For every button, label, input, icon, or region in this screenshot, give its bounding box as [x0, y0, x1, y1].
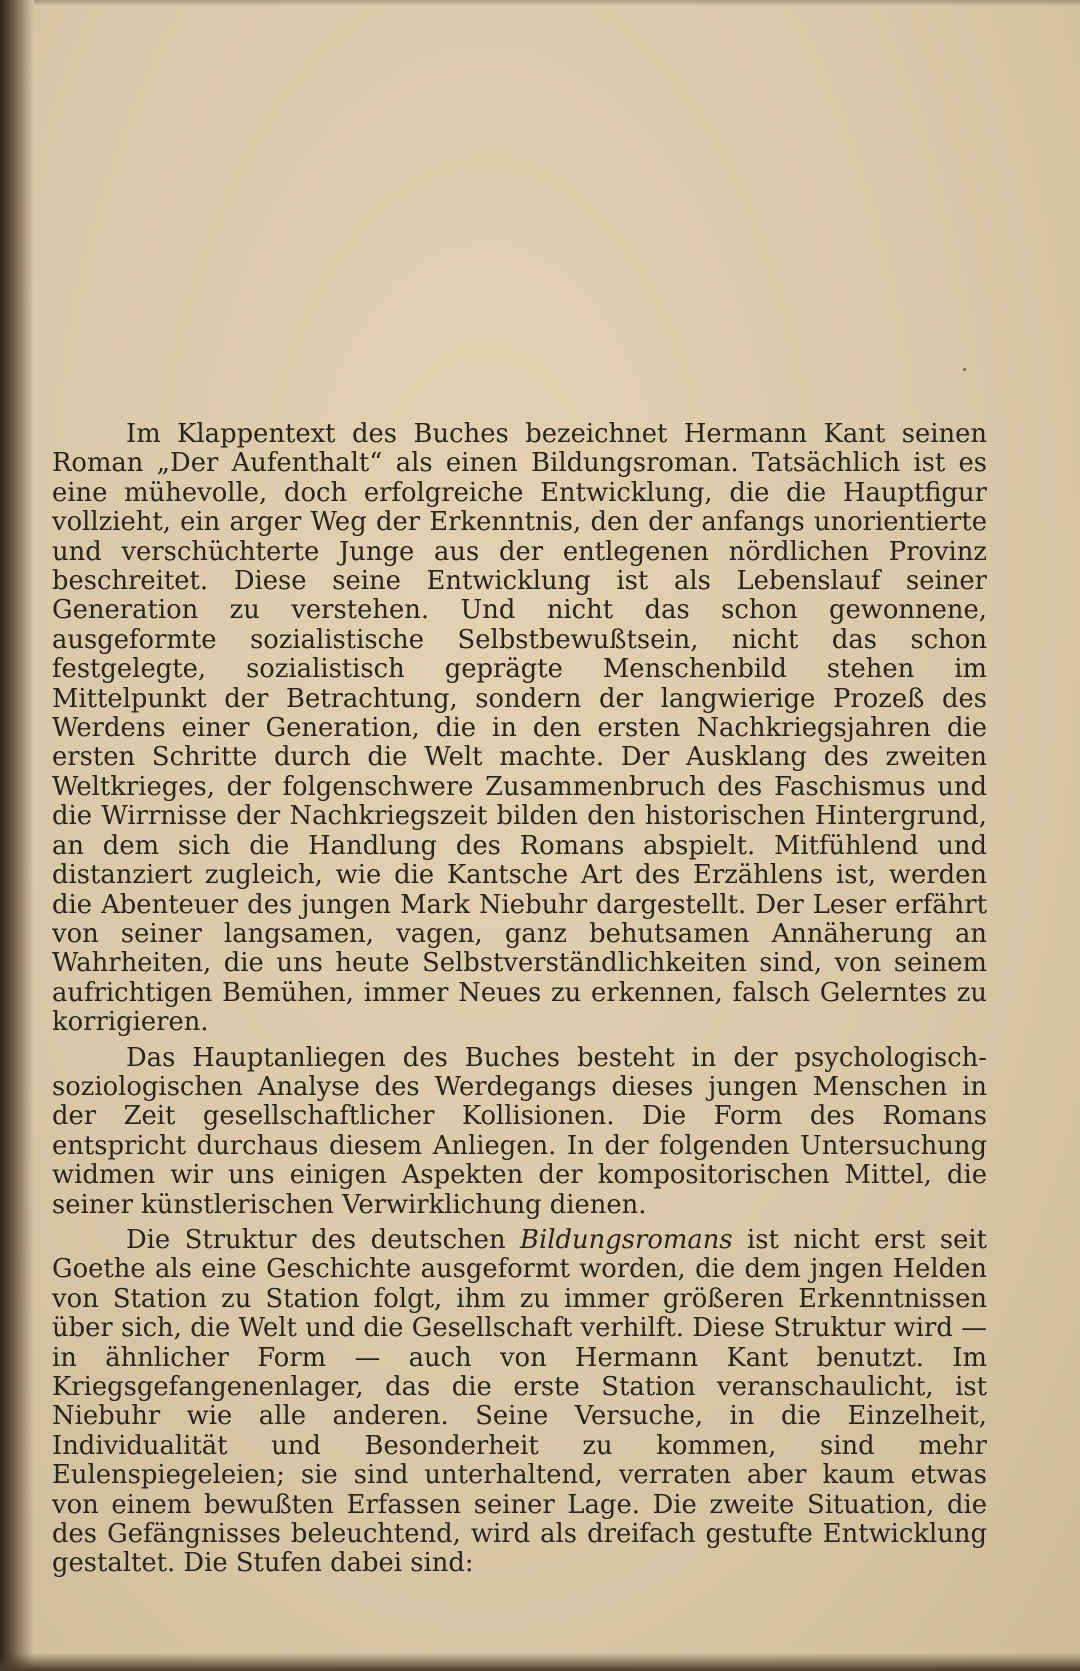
page-top-edge [34, 0, 1080, 6]
paragraph-2-text: Das Hauptanliegen des Buches besteht in der psychologisch-soziologischen Analyse des Werdegangs dieses jungen Menschen in der Zeit gesellschaftlicher Kollisionen. Die Form des Romans entspricht durchaus diesem Anliegen. In der folgenden Untersuchung widmen wir uns einigen Aspekten der kompositorischen Mittel, die seiner künstlerischen Verwirklichung dienen. [52, 1042, 987, 1220]
paragraph-2 [52, 1044, 987, 1220]
paragraph-3 [52, 1226, 987, 1579]
paragraph-3-text-start: Die Struktur des deutschen [126, 1224, 521, 1255]
paragraph-3-text-end: ist nicht erst seit Goethe als eine Geschichte ausgeformt worden, die dem jngen Helden von Station zu Station folgt, ihm zu immer größeren Erkenntnissen über sich, die Welt und die Gesellschaft verhilft. Diese Struktur wird — in ähnlicher Form — auch von Hermann Kant benutzt. Im Kriegsgefangenenlager, das die erste Station veranschaulicht, ist Niebuhr wie alle anderen. Seine Versuche, in die Einzelheit, Individualität und Besonderheit zu kommen, sind mehr Eulenspiegeleien; sie sind unterhaltend, verraten aber kaum etwas von einem bewußten Erfassen seiner Lage. Die zweite Situation, die des Gefängnisses beleuchtend, wird als dreifach gestufte Entwicklung gestaltet. Die Stufen dabei sind: [52, 1224, 987, 1579]
body-text [52, 420, 987, 1585]
paragraph-3-emphasis: Bildungsromans [520, 1224, 733, 1255]
paragraph-1 [52, 420, 987, 1038]
paper-speck [963, 368, 966, 371]
book-spine-shadow [0, 0, 34, 1671]
paragraph-1-text: Im Klappentext des Buches bezeichnet Hermann Kant seinen Roman „Der Aufenthalt“ als einen Bildungsroman. Tatsächlich ist es eine mühevolle, doch erfolgreiche Entwicklung, die die Hauptfigur vollzieht, ein arger Weg der Erkenntnis, den der anfangs unorientierte und verschüchterte Junge aus der entlegenen nördlichen Provinz beschreitet. Diese seine Entwicklung ist als Lebenslauf seiner Generation zu verstehen. Und nicht das schon gewonnene, ausgeformte sozialistische Selbstbewußtsein, nicht das schon festgelegte, sozialistisch geprägte Menschenbild stehen im Mittelpunkt der Betrachtung, sondern der langwierige Prozeß des Werdens einer Generation, die in den ersten Nachkriegsjahren die ersten Schritte durch die Welt machte. Der Ausklang des zweiten Weltkrieges, der folgenschwere Zusammenbruch des Faschismus und die Wirrnisse der Nachkriegszeit bilden den historischen Hintergrund, an dem sich die Handlung des Romans abspielt. Mitfühlend und distanziert zugleich, wie die Kantsche Art des Erzählens ist, werden die Abenteuer des jungen Mark Niebuhr dargestellt. Der Leser erfährt von seiner langsamen, vagen, ganz behutsamen Annäherung an Wahrheiten, die uns heute Selbstverständlichkeiten sind, von seinem aufrichtigen Bemühen, immer Neues zu erkennen, falsch Gelerntes zu korrigieren. [52, 419, 987, 1038]
page-bottom-edge [0, 1653, 1080, 1671]
